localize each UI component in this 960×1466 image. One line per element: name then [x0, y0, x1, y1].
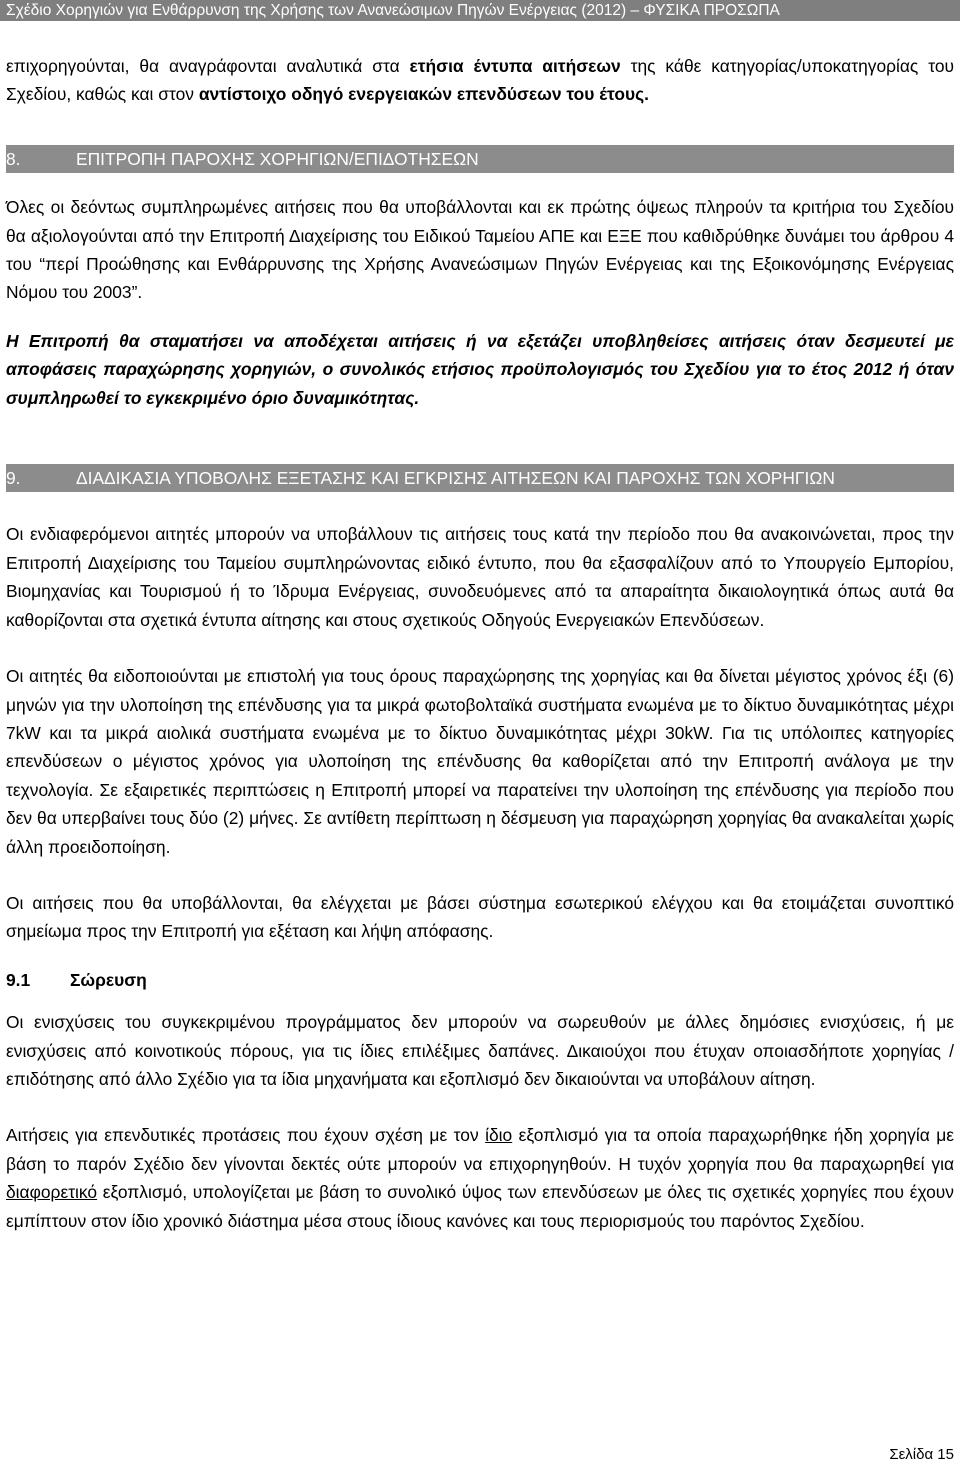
- p2-underlined-same: ίδιο: [485, 1125, 513, 1146]
- document-header: [0, 0, 960, 21]
- section-9-1-paragraph-1: Οι ενισχύσεις του συγκεκριμένου προγράμματος δεν μπορούν να σωρευθούν με άλλες δημόσιες ενισχύσεις, ή με ενισχύσεις από κοινοτικούς πόρους, για τις ίδιες επιλέξιμες δαπάνες. Δικαιούχοι που έτυχαν οποιασδήποτε χορηγίας / επιδότησης από άλλο Σχέδιο για τα ίδια μηχανήματα και εξοπλισμό δεν δικαιούνται να υποβάλουν αίτηση.: [6, 1012, 954, 1089]
- section-9-paragraph-3: Οι αιτήσεις που θα υποβάλλονται, θα ελέγχεται με βάσει σύστημα εσωτερικού ελέγχου και θα ετοιμάζεται συνοπτικό σημείωμα προς την Επιτροπή για εξέταση και λήψη απόφασης.: [6, 892, 954, 942]
- intro-text-c: της κάθε κατηγορίας/υποκατηγορίας του Σχεδίου, καθώς και στον: [6, 56, 955, 105]
- section-9-paragraph-1: Οι ενδιαφερόμενοι αιτητές μπορούν να υποβάλλουν τις αιτήσεις τους κατά την περίοδο που θα ανακοινώνεται, προς την Επιτροπή Διαχείρισης του Ταμείου συμπληρώνοντας ειδικό έντυπο, που θα εξασφαλίζουν από το Υπουργείο Εμπορίου, Βιομηχανίας και Τουρισμού ή το Ίδρυμα Ενέργειας, συνοδευόμενες από τα απαραίτητα δικαιολογητικά όπως αυτά θα καθορίζονται στα σχετικά έντυπα αίτησης και στους σχετικούς Οδηγούς Ενεργειακών Επενδύσεων.: [6, 524, 954, 630]
- section-9-paragraph-2: Οι αιτητές θα ειδοποιούνται με επιστολή για τους όρους παραχώρησης της χορηγίας και θα δίνεται μέγιστος χρόνος έξι (6) μηνών για την υλοποίηση της επένδυσης για τα μικρά φωτοβολταϊκά συστήματα ενωμένα με το δίκτυο δυναμικότητας μέχρι 7kW και τα μικρά αιολικά συστήματα ενωμένα με το δίκτυο δυναμικότητας μέχρι 30kW. Για τις υπόλοιπες κατηγορίες επενδύσεων ο μέγιστος χρόνος για υλοποίηση της επένδυσης θα καθορίζεται από την Επιτροπή ανάλογα με την τεχνολογία. Σε εξαιρετικές περιπτώσεις η Επιτροπή μπορεί να παρατείνει την υλοποίηση της επένδυσης για περίοδο που δεν θα υπερβαίνει τους δύο (2) μήνες. Σε αντίθετη περίπτωση η δέσμευση για παραχώρηση χορηγίας θα ανακαλείται χωρίς άλλη προειδοποίηση.: [6, 666, 954, 857]
- section-9-1-number: 9.1: [6, 969, 31, 990]
- section-8-heading: [6, 145, 954, 173]
- header-title: Σχέδιο Χορηγιών για Ενθάρρυνση της Χρήσης των Ανανεώσιμων Πηγών Ενέργειας (2012) – ΦΥΣΙΚΑ ΠΡΟΣΩΠΑ: [6, 2, 780, 19]
- section-8-number: 8.: [6, 148, 21, 169]
- section-9-heading: [6, 464, 954, 492]
- intro-paragraph: [6, 52, 954, 109]
- section-8-paragraph-1: Όλες οι δεόντως συμπληρωμένες αιτήσεις που θα υποβάλλονται και εκ πρώτης όψεως πληρούν τα κριτήρια του Σχεδίου θα αξιολογούνται από την Επιτροπή Διαχείρισης του Ειδικού Ταμείου ΑΠΕ και ΕΞΕ που καθιδρύθηκε δυνάμει του άρθρου 4 του “περί Προώθησης και Ενθάρρυνσης της Χρήσης Ανανεώσιμων Πηγών Ενέργειας και της Εξοικονόμησης Ενέργειας Νόμου του 2003”.: [6, 197, 954, 303]
- section-9-1-title: Σώρευση: [70, 969, 147, 990]
- section-9-title: ΔΙΑΔΙΚΑΣΙΑ ΥΠΟΒΟΛΗΣ ΕΞΕΤΑΣΗΣ ΚΑΙ ΕΓΚΡΙΣΗΣ ΑΙΤΗΣΕΩΝ ΚΑΙ ΠΑΡΟΧΗΣ ΤΩΝ ΧΟΡΗΓΙΩΝ: [76, 468, 835, 489]
- intro-bold-forms: ετήσια έντυπα αιτήσεων: [409, 56, 621, 76]
- section-9-1-heading: [6, 966, 954, 994]
- section-9-number: 9.: [6, 468, 21, 489]
- section-8-title: ΕΠΙΤΡΟΠΗ ΠΑΡΟΧΗΣ ΧΟΡΗΓΙΩΝ/ΕΠΙΔΟΤΗΣΕΩΝ: [76, 148, 479, 169]
- p2-underlined-different: διαφορετικό: [6, 1182, 98, 1203]
- page-body: [6, 52, 954, 1235]
- section-8-paragraph-2: Η Επιτροπή θα σταματήσει να αποδέχεται αιτήσεις ή να εξετάζει υποβληθείσες αιτήσεις όταν δεσμευτεί με αποφάσεις παραχώρησης χορηγιών, ο συνολικός ετήσιος προϋπολογισμός του Σχεδίου για το έτος 2012 ή όταν συμπληρωθεί το εγκεκριμένο όριο δυναμικότητας.: [6, 330, 954, 408]
- page-number: Σελίδα 15: [889, 1446, 954, 1463]
- p2-text-e: εξοπλισμό, υπολογίζεται με βάση το συνολικό ύψος των επενδύσεων με όλες τις σχετικές χορηγίες που έχουν εμπίπτουν στον ίδιο χρονικό διάστημα μέσα στους ίδιους κανόνες και τους περιορισμούς του παρόντος Σχεδίου.: [6, 1182, 954, 1231]
- intro-bold-guide: αντίστοιχο οδηγό ενεργειακών επενδύσεων του έτους.: [198, 84, 649, 105]
- p2-text-c: εξοπλισμό για τα οποία παραχωρήθηκε ήδη χορηγία με βάση το παρόν Σχέδιο δεν γίνονται δεκτές ούτε μπορούν να επιχορηγηθούν. Η τυχόν χορηγία που θα παραχωρηθεί για: [6, 1125, 954, 1174]
- intro-text-a: επιχορηγούνται, θα αναγράφονται αναλυτικά στα: [6, 56, 410, 76]
- p2-text-a: Αιτήσεις για επενδυτικές προτάσεις που έχουν σχέση με τον: [6, 1125, 486, 1146]
- section-9-1-paragraph-2: [6, 1121, 954, 1235]
